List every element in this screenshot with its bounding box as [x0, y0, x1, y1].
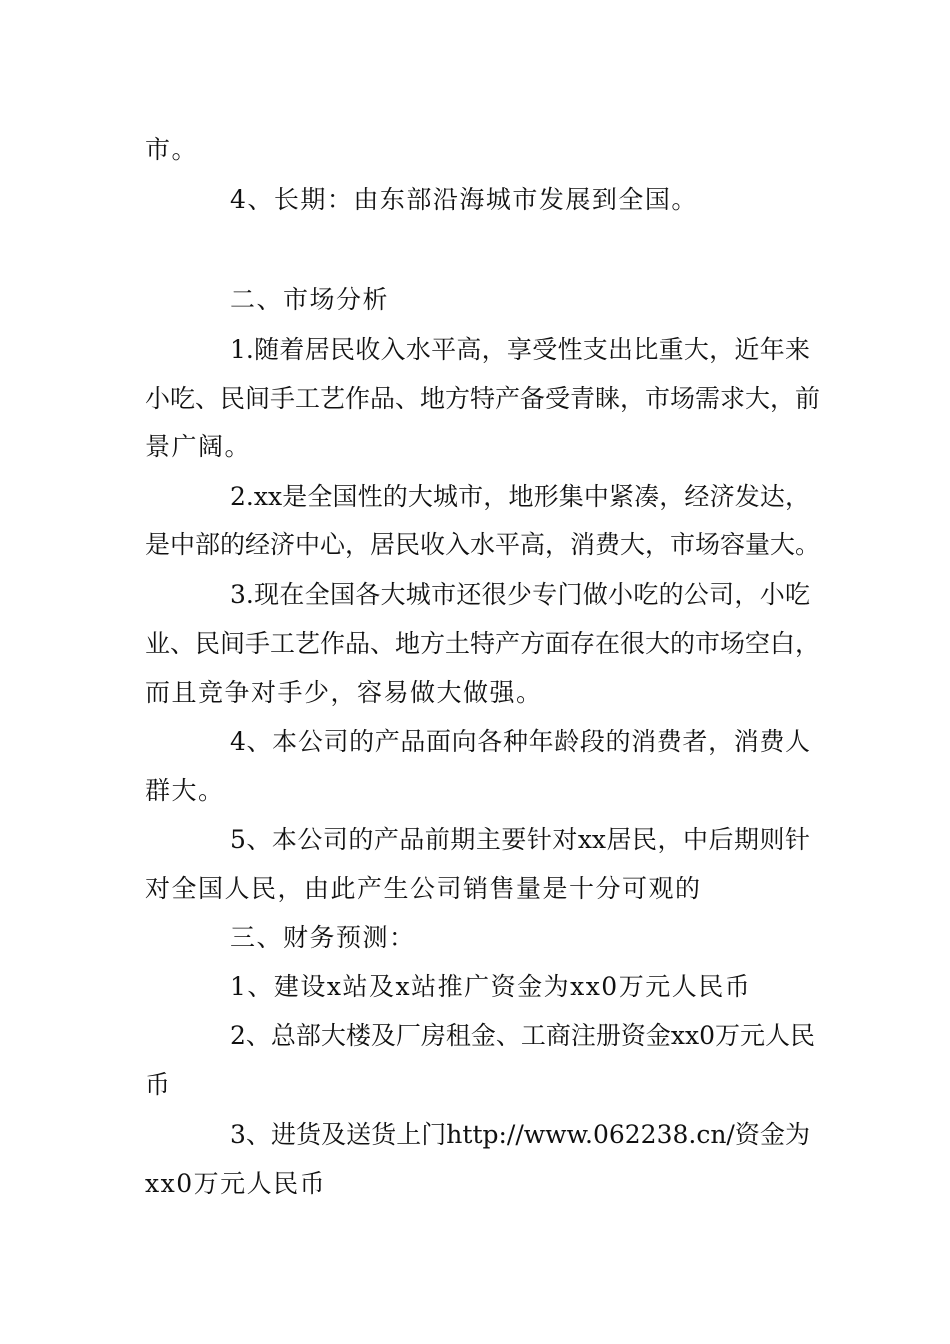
paragraph-line: 景广阔。: [145, 432, 252, 461]
paragraph-line: 对全国人民，由此产生公司销售量是十分可观的: [145, 874, 702, 903]
section-heading: 三、财务预测：: [230, 923, 416, 952]
paragraph-line: 小吃、民间手工艺作品、地方特产备受青睐，市场需求大，前: [145, 384, 821, 413]
paragraph-line: 5、本公司的产品前期主要针对xx居民，中后期则针: [230, 825, 810, 854]
paragraph-line: 1.随着居民收入水平高，享受性支出比重大，近年来: [230, 335, 810, 364]
paragraph-line: 4、长期：由东部沿海城市发展到全国。: [230, 185, 698, 214]
paragraph-line: 1、建设x站及x站推广资金为xx0万元人民币: [230, 972, 752, 1001]
paragraph-line: 3.现在全国各大城市还很少专门做小吃的公司，小吃: [230, 580, 810, 609]
paragraph-line: 3、进货及送货上门http://www.062238.cn/资金为: [230, 1120, 810, 1149]
paragraph-line: 4、本公司的产品面向各种年龄段的消费者，消费人: [230, 727, 810, 756]
paragraph-line: 2、总部大楼及厂房租金、工商注册资金xx0万元人民: [230, 1021, 816, 1050]
paragraph-line: xx0万元人民币: [145, 1169, 327, 1198]
paragraph-line: 市。: [145, 135, 199, 164]
paragraph-line: 币: [145, 1070, 172, 1099]
paragraph-line: 而且竞争对手少，容易做大做强。: [145, 678, 543, 707]
section-heading: 二、市场分析: [230, 285, 390, 314]
paragraph-line: 2.xx是全国性的大城市，地形集中紧凑，经济发达，: [230, 482, 810, 511]
paragraph-line: 业、民间手工艺作品、地方土特产方面存在很大的市场空白，: [145, 629, 821, 658]
paragraph-line: 是中部的经济中心，居民收入水平高，消费大，市场容量大。: [145, 530, 821, 559]
paragraph-line: 群大。: [145, 776, 225, 805]
